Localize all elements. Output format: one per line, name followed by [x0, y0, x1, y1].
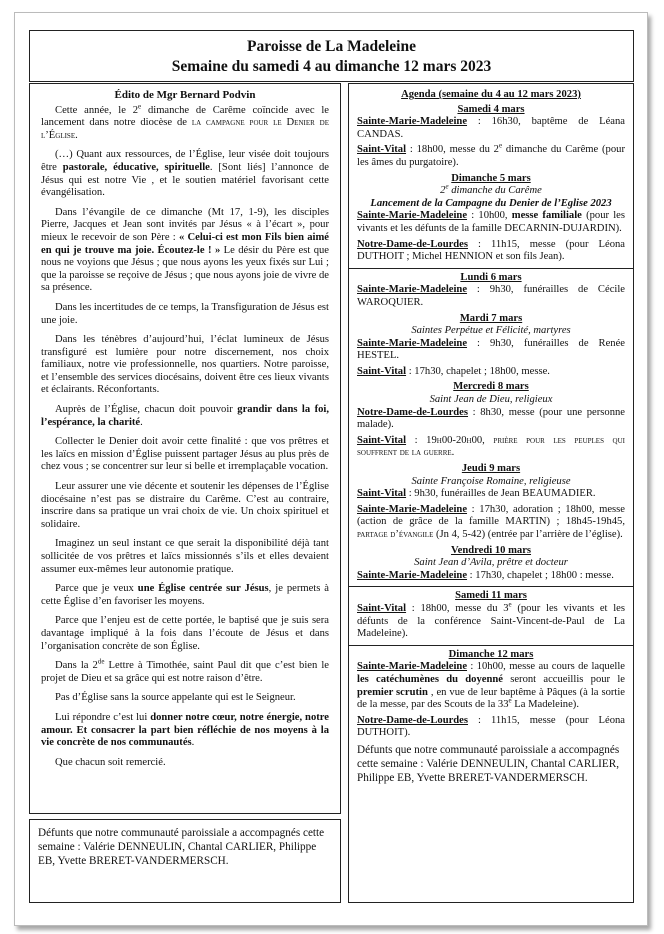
agenda-entry: Sainte-Marie-Madeleine : 9h30, funérailles de Renée HESTEL.: [357, 337, 625, 362]
agenda-entry: Saint-Vital : 18h00, messe du 2e dimanche du Carême (pour les âmes du purgatoire).: [357, 141, 625, 168]
day-heading: Dimanche 12 mars: [448, 648, 534, 660]
edito-paragraph: Auprès de l’Église, chacun doit pouvoir grandir dans la foi, l’espérance, la charité.: [41, 404, 329, 428]
bulletin-header: [29, 30, 634, 82]
liturgy-note: Sainte Françoise Romaine, religieuse: [411, 475, 571, 487]
edito-paragraph: Dans la 2de Lettre à Timothée, saint Paul dit que c’est bien le projet de Dieu et sa grâce qui est notre raison d’être.: [41, 657, 330, 684]
edito-paragraph: Parce que je veux une Église centrée sur Jésus, je permets à cette Église d’en favoriser les moyens.: [41, 583, 329, 607]
agenda-entry: Sainte-Marie-Madeleine : 10h00, messe au cours de laquelle les catéchumènes du doyenné seront accueillis pour le premier scrutin , en vue de leur baptême à Pâques (à la sortie de la messe, par des Scouts de la 33e La Madeleine).: [357, 661, 625, 711]
agenda-title: Agenda (semaine du 4 au 12 mars 2023): [401, 89, 581, 100]
agenda-entry: Sainte-Marie-Madeleine : 9h30, funérailles de Cécile WAROQUIER.: [357, 284, 625, 308]
divider: [349, 586, 633, 587]
liturgy-note: 2e dimanche du Carême: [440, 182, 542, 197]
edito-paragraph: Cette année, le 2e dimanche de Carême coïncide avec le lancement dans notre diocèse de la campagne pour le Denier de l’Église.: [41, 102, 329, 141]
agenda-entry: Sainte-Marie-Madeleine : 17h30, chapelet ; 18h00 : messe.: [357, 569, 614, 581]
agenda-entry: Notre-Dame-de-Lourdes : 8h30, messe (pour une personne malade).: [357, 406, 625, 431]
day-heading: Mercredi 8 mars: [453, 381, 529, 393]
agenda-entry: Saint-Vital : 17h30, chapelet ; 18h00, messe.: [357, 365, 550, 377]
agenda-column: [348, 83, 634, 903]
week-subtitle: Semaine du samedi 4 au dimanche 12 mars 2023: [171, 58, 492, 75]
edito-title: Édito de Mgr Bernard Podvin: [114, 89, 256, 101]
agenda-entry: Sainte-Marie-Madeleine : 17h30, adoration ; 18h00, messe (action de grâce de la famille MARTIN) ; 18h45-19h45, partage d’évangile (Jn 4, 5-42) (entrée par l’arrière de l’église).: [357, 503, 625, 540]
agenda-entry: Saint-Vital : 18h00, messe du 3e (pour les vivants et les défunts de la conférence Saint-Vincent-de-Paul de La Madeleine).: [357, 600, 625, 640]
agenda-defunts: Défunts que notre communauté paroissiale a accompagnés cette semaine : Valérie DENNEULIN, Chantal CARLIER, Philippe EB, Yvette BRERET-VANDERMERSCH.: [357, 743, 620, 784]
edito-paragraph: Pas d’Église sans la source appelante qui est le Seigneur.: [55, 692, 296, 704]
liturgy-note: Saintes Perpétue et Félicité, martyres: [411, 325, 571, 337]
edito-paragraph: Dans les ténèbres d’aujourd’hui, l’éclat lumineux de Jésus transfiguré est lumière pour notre discernement, nos choix familiaux, notre vie professionnelle, nos quartiers. Notre paroisse, et l’ensemble des services diocésains, doivent être ces lieux vivants et éclairants. Réconfortants.: [41, 334, 329, 396]
edito-paragraph: Imaginez un seul instant ce que serait la disponibilité déjà tant sollicitée de vos prêtres et laïcs missionnés s’ils et elles devaient assumer eux-mêmes leur autonomie pratique.: [41, 538, 329, 575]
defunts-box: Défunts que notre communauté paroissiale a accompagnés cette semaine : Valérie DENNEULIN, Chantal CARLIER, Philippe EB, Yvette BRERET-VANDERMERSCH.: [29, 819, 341, 903]
day-heading: Samedi 11 mars: [455, 590, 527, 602]
day-heading: Dimanche 5 mars: [451, 172, 531, 184]
day-heading: Jeudi 9 mars: [461, 463, 521, 475]
divider: [349, 268, 633, 269]
edito-paragraph: Dans l’évangile de ce dimanche (Mt 17, 1-9), les disciples Pierre, Jacques et Jean sont invités par Jésus « à l’écart », pour mieux le recevoir de son Père : « Celui-ci est mon Fils bien aimé en qui je trouve ma joie. Écoutez-le ! » Le désir du Père est que nous ne voyions que Jésus ; que nous ayons les yeux fixés sur Lui ; que la paroisse se reçoive de Jésus ; que nous ayons joie de vivre de sa présence.: [41, 206, 330, 294]
edito-paragraph: Dans les incertitudes de ce temps, la Transfiguration de Jésus est une joie.: [41, 301, 329, 326]
edito-paragraph: Collecter le Denier doit avoir cette finalité : que vos prêtres et les laïcs en mission d’Église puissent partager Jésus au plus près de chez vous ; se concentrer sur leur si belle et irremplaçable vocation.: [41, 436, 329, 473]
divider: [349, 645, 633, 646]
agenda-entry: Saint-Vital : 9h30, funérailles de Jean BEAUMADIER.: [357, 488, 596, 500]
edito-paragraph: Lui répondre c’est lui donner notre cœur, notre énergie, notre amour. Et consacrer la part bien réfléchie de nos moyens à la vie concrète de nos communautés.: [41, 711, 329, 749]
edito-paragraph: Parce que l’enjeu est de cette portée, le baptisé que je suis sera davantage impliqué à la fois dans l’écoute de Jésus et dans l’organisation concrète de son Église.: [41, 615, 329, 652]
edito-paragraph: Leur assurer une vie décente et soutenir les dépenses de l’Église diocésaine n’est pas se distraire du Carême. C’est au contraire, inscrire dans sa pratique un vrai choix de vie. Un choix spirituel et solidaire.: [41, 481, 329, 530]
day-heading: Mardi 7 mars: [459, 312, 523, 324]
agenda-entry: Saint-Vital : 19h00-20h00, prière pour les peuples qui souffrent de la guerre.: [357, 434, 625, 459]
parish-title: Paroisse de La Madeleine: [247, 38, 416, 55]
agenda-entry: Sainte-Marie-Madeleine : 10h00, messe familiale (pour les vivants et les défunts de la famille DECARNIN-DUJARDIN).: [357, 210, 625, 234]
day-heading: Lundi 6 mars: [460, 271, 522, 283]
edito-paragraph: Que chacun soit remercié.: [55, 756, 166, 768]
agenda-entry: Notre-Dame-de-Lourdes : 11h15, messe (pour Léona DUTHOIT).: [357, 714, 625, 739]
campaign-note: Lancement de la Campagne du Denier de l’Eglise 2023: [370, 197, 612, 209]
agenda-entry: Sainte-Marie-Madeleine : 16h30, baptême de Léana CANDAS.: [357, 116, 625, 140]
day-heading: Vendredi 10 mars: [450, 544, 532, 556]
liturgy-note: Saint Jean de Dieu, religieux: [429, 394, 553, 406]
liturgy-note: Saint Jean d’Avila, prêtre et docteur: [414, 557, 568, 569]
edito-column: [29, 83, 341, 814]
edito-paragraph: (…) Quant aux ressources, de l’Église, leur visée doit toujours être pastorale, éducative, spirituelle. [Sont liés] l’annonce de Jésus qui est notre Vie , et le soutien matériel favorisant cette évangélisation.: [41, 149, 329, 199]
agenda-entry: Notre-Dame-de-Lourdes : 11h15, messe (pour Léona DUTHOIT ; Michel HENNION et son fils Jean).: [357, 238, 625, 263]
day-heading: Samedi 4 mars: [457, 103, 525, 115]
